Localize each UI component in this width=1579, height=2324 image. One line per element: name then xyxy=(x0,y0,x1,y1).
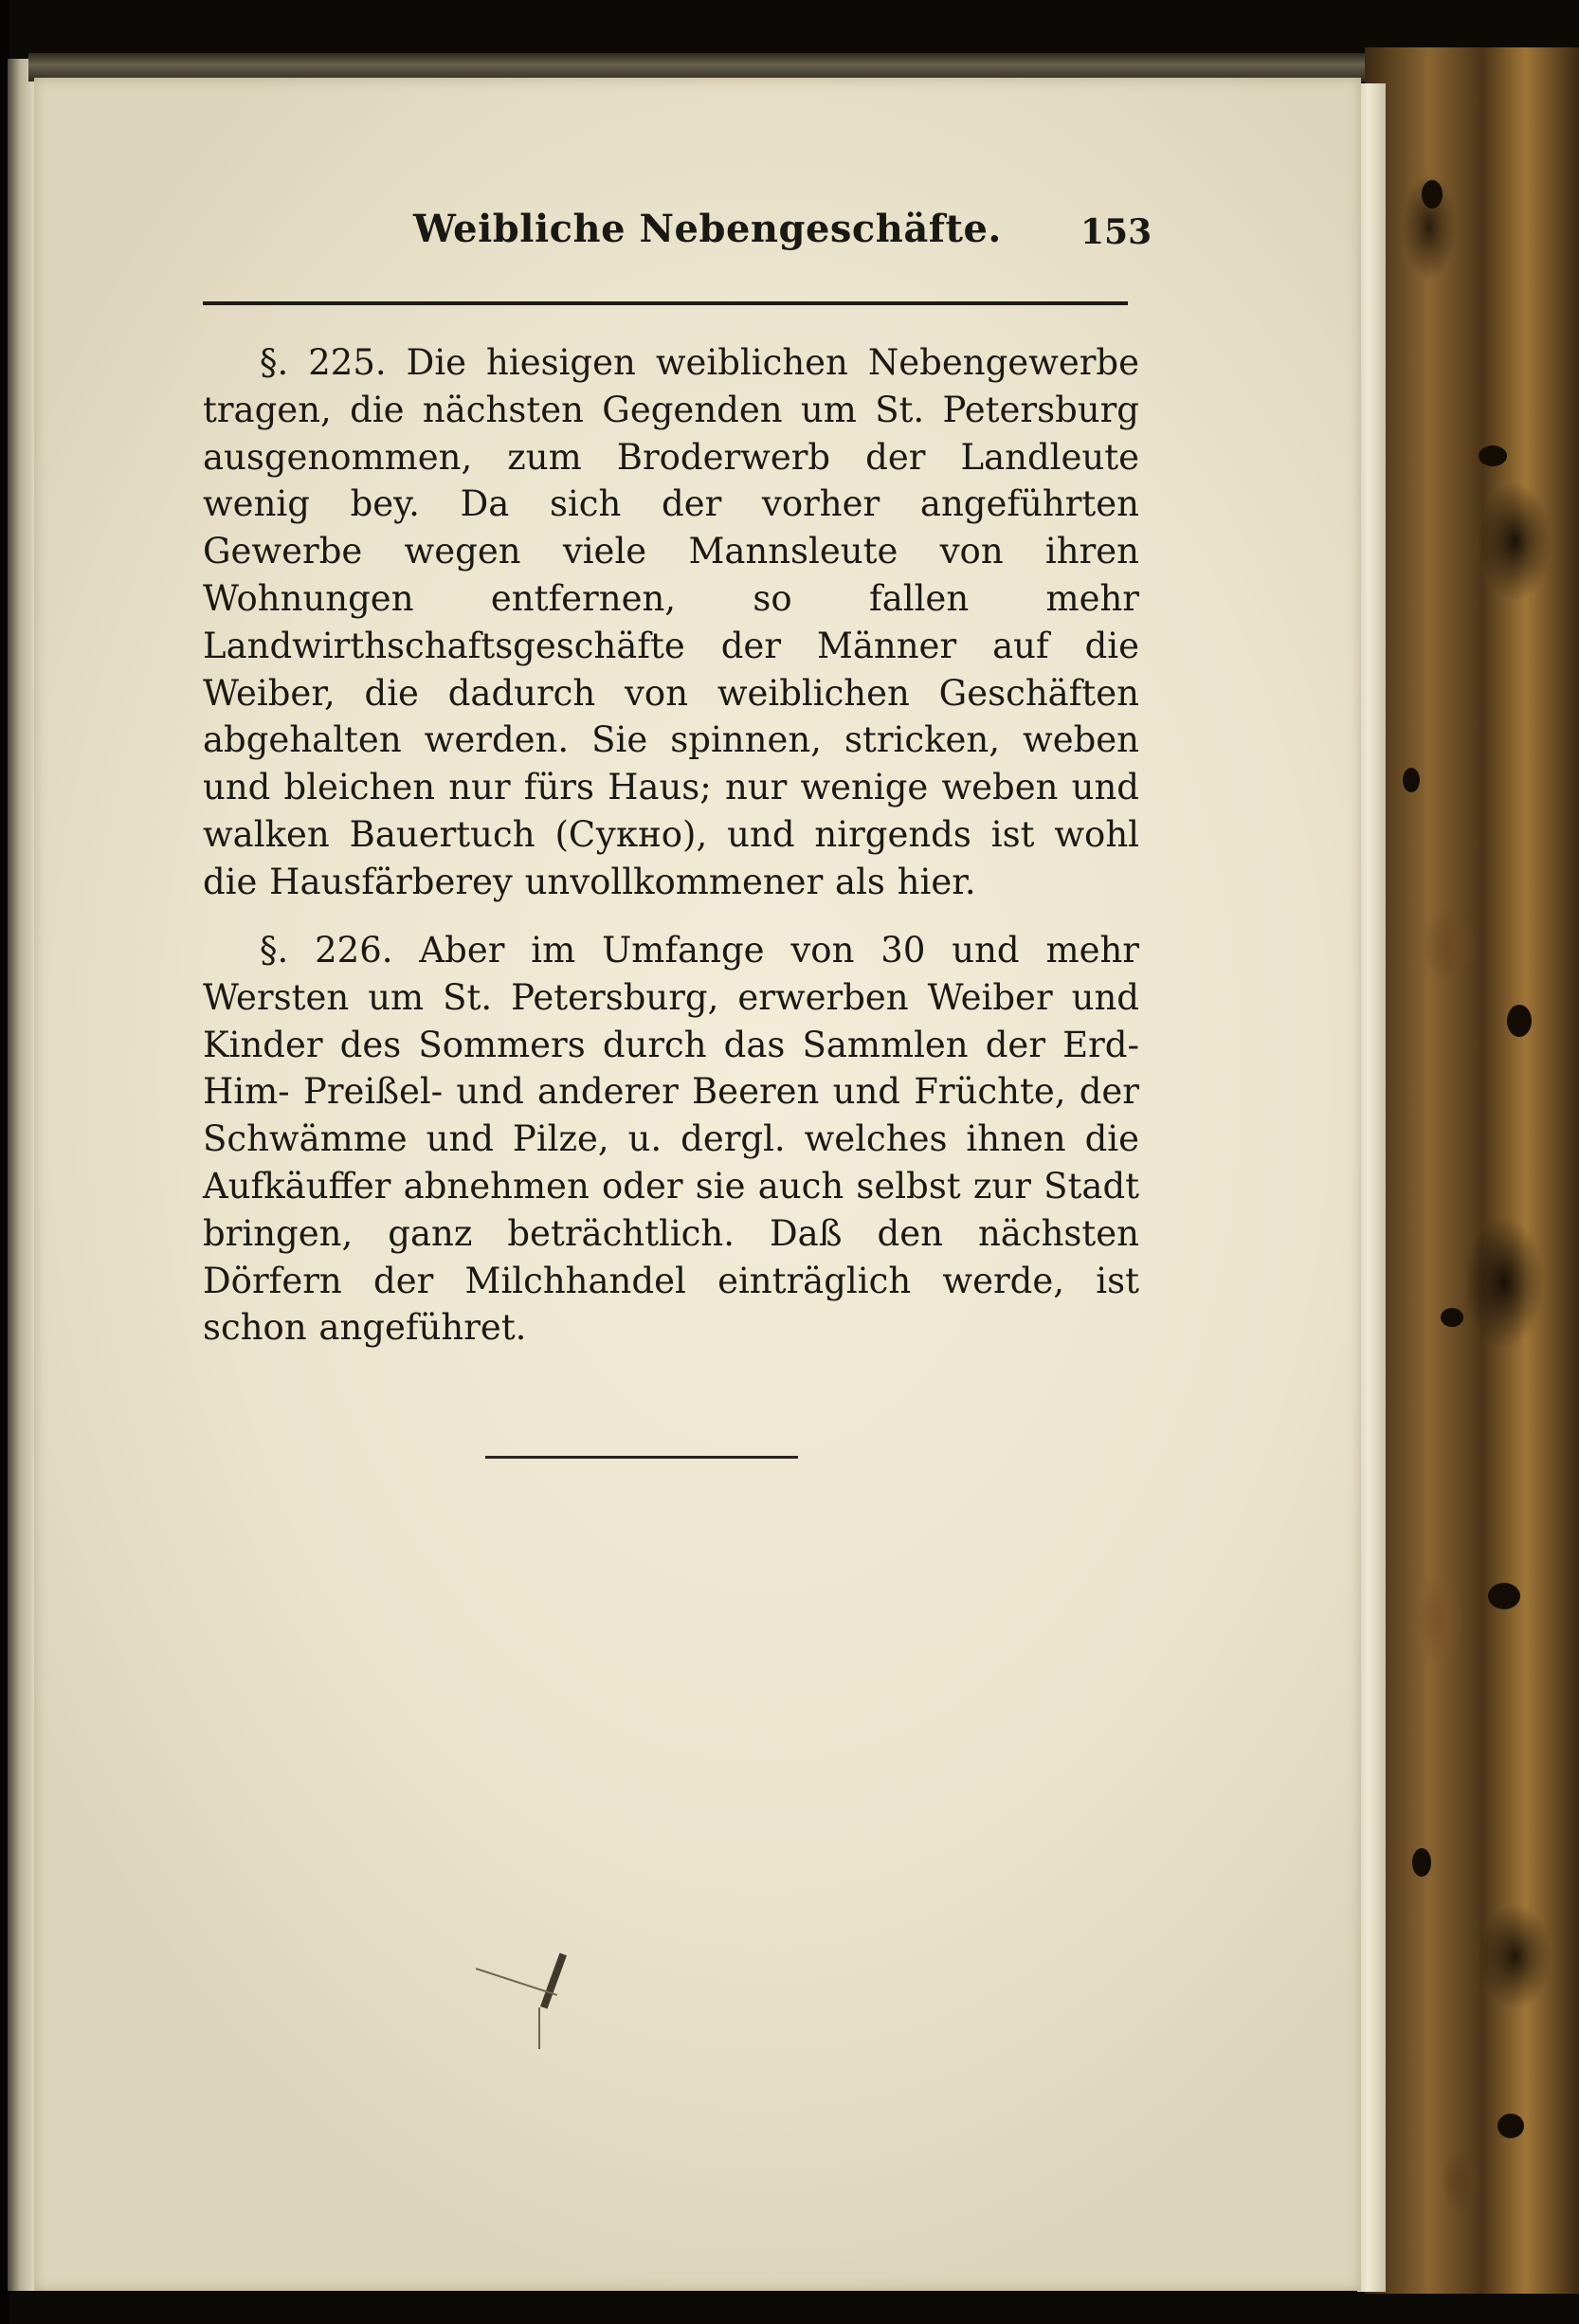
paragraph-text: §. 225. Die hiesigen weiblichen Nebengewerbe tragen, die nächsten Gegenden um St. Petersburg ausgenommen, zum Broderwerb der Landleute wenig bey. Da sich der vorher angeführten Gewerbe wegen viele Mannsleute von ihren Wohnungen entfernen, so fallen mehr Landwirthschaftsgeschäfte der Männer auf die Weiber, die dadurch von weiblichen Geschäften abgehalten werden. Sie spinnen, stricken, weben und bleichen nur fürs Haus; nur wenige weben und walken Bauertuch (Сукно), und nirgends ist wohl die Hausfärberey unvollkommener als hier. xyxy=(203,342,1139,902)
stray-thread xyxy=(538,2007,540,2049)
paragraph-226 xyxy=(203,927,1139,1352)
facing-page-edge xyxy=(8,59,36,2291)
page-fore-edge xyxy=(1357,83,1386,2292)
page-number: 153 xyxy=(1080,212,1152,252)
paragraph-225 xyxy=(203,339,1139,906)
section-end-rule xyxy=(485,1456,798,1459)
running-head: Weibliche Nebengeschäfte. xyxy=(413,207,1002,251)
marbled-cover xyxy=(1365,47,1579,2294)
header-rule xyxy=(203,301,1128,305)
paragraph-text: §. 226. Aber im Umfange von 30 und mehr Wersten um St. Petersburg, erwerben Weiber und Kinder des Sommers durch das Sammlen der Erd- Him- Preißel- und anderer Beeren und Früchte, der Schwämme und Pilze, u. dergl. welches ihnen die Aufkäuffer abnehmen oder sie auch selbst zur Stadt bringen, ganz beträchtlich. Daß den nächsten Dörfern der Milchhandel einträglich werde, ist schon angeführet. xyxy=(203,930,1139,1349)
